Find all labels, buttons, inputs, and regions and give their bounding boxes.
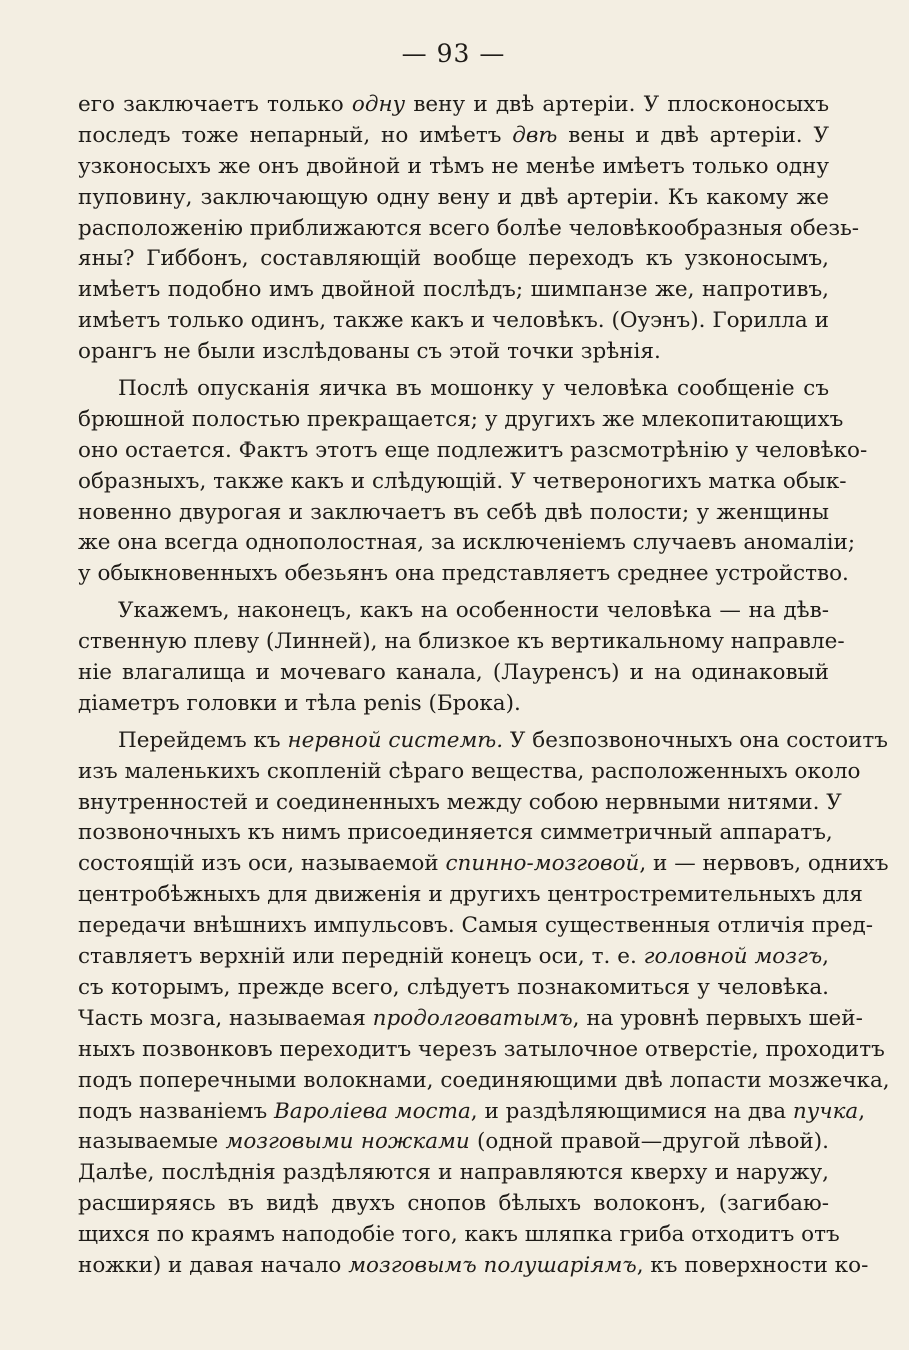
text-line: Послѣ опусканія яичка въ мошонку у человѣка сообщеніе съ xyxy=(118,376,829,402)
text-line: изъ маленькихъ скопленій сѣраго вещества, расположенныхъ около xyxy=(78,758,861,784)
text-line: діаметръ головки и тѣла penis (Брока). xyxy=(78,690,521,716)
text-line: подъ поперечными волокнами, соединяющими двѣ лопасти мозжечка, xyxy=(78,1067,890,1093)
paragraph xyxy=(78,726,890,1282)
text-line: имѣетъ подобно имъ двойной послѣдъ; шимпанзе же, напротивъ, xyxy=(78,277,829,303)
italic-term: нервной системѣ. xyxy=(287,727,504,753)
text-line: ніе влагалища и мочеваго канала, (Лауренсъ) и на одинаковый xyxy=(78,660,829,686)
text-line: Перейдемъ къ нервной системѣ. У безпозвоночныхъ она состоитъ xyxy=(118,727,888,753)
italic-term: пучка xyxy=(792,1098,859,1124)
text-line: щихся по краямъ наподобіе того, какъ шляпка гриба отходитъ отъ xyxy=(78,1222,840,1248)
paragraph xyxy=(78,374,868,590)
text-line: оно остается. Фактъ этотъ еще подлежитъ разсмотрѣнію у человѣко- xyxy=(78,437,868,463)
text-line: его заключаетъ только одну вену и двѣ артеріи. У плосконосыхъ xyxy=(78,92,829,117)
text-line: подъ названіемъ Вароліева моста, и раздѣляющимися на два пучка, xyxy=(78,1098,866,1124)
paragraph xyxy=(78,90,860,368)
italic-term: двѣ xyxy=(512,122,558,148)
text-line: пуповину, заключающую одну вену и двѣ артеріи. Къ какому же xyxy=(78,184,829,210)
text-line: орангъ не были изслѣдованы съ этой точки зрѣнія. xyxy=(78,339,661,365)
text-line: же она всегда однополостная, за исключеніемъ случаевъ аномаліи; xyxy=(78,530,856,556)
text-line: у обыкновенныхъ обезьянъ она представляетъ среднее устройство. xyxy=(78,561,849,587)
text-line: съ которымъ, прежде всего, слѣдуетъ познакомиться у человѣка. xyxy=(78,974,829,1000)
text-line: последъ тоже непарный, но имѣетъ двѣ вены и двѣ артеріи. У xyxy=(78,122,829,148)
text-line: новенно двурогая и заключаетъ въ себѣ двѣ полости; у женщины xyxy=(78,499,829,525)
italic-term: продолговатымъ xyxy=(372,1005,573,1031)
text-line: расположенію приближаются всего болѣе человѣкообразныя обезь- xyxy=(78,215,860,241)
text-line: внутренностей и соединенныхъ между собою нервными нитями. У xyxy=(78,789,842,815)
italic-term: спинно-мозговой xyxy=(445,851,640,877)
text-line: Далѣе, послѣднія раздѣляются и направляются кверху и наружу, xyxy=(78,1160,829,1186)
italic-term: головной мозгъ xyxy=(643,944,823,970)
text-line: ныхъ позвонковъ переходитъ черезъ затылочное отверстіе, проходитъ xyxy=(78,1036,885,1062)
italic-term: мозговымъ полушаріямъ xyxy=(348,1252,637,1278)
text-line: называемые мозговыми ножками (одной правой—другой лѣвой). xyxy=(78,1129,829,1155)
text-line: образныхъ, также какъ и слѣдующій. У четвероногихъ матка обык- xyxy=(78,468,847,494)
text-line: Часть мозга, называемая продолговатымъ, на уровнѣ первыхъ шей- xyxy=(78,1005,863,1031)
italic-term: одну xyxy=(351,92,406,117)
text-line: яны? Гиббонъ, составляющій вообще переходъ къ узконосымъ, xyxy=(78,246,829,272)
text-line: ножки) и давая начало мозговымъ полушаріямъ, къ поверхности ко- xyxy=(78,1252,869,1278)
paragraph xyxy=(78,596,845,720)
text-line: передачи внѣшнихъ импульсовъ. Самыя существенныя отличія пред- xyxy=(78,913,873,939)
text-line: расширяясь въ видѣ двухъ снопов бѣлыхъ волоконъ, (загибаю- xyxy=(78,1191,829,1217)
text-line: позвоночныхъ къ нимъ присоединяется симметричный аппаратъ, xyxy=(78,820,833,846)
italic-term: мозговыми ножками xyxy=(225,1129,470,1155)
body-text xyxy=(78,90,890,1282)
text-line: ставляетъ верхній или передній конецъ оси, т. е. головной мозгъ, xyxy=(78,944,829,970)
text-line: центробѣжныхъ для движенія и другихъ центростремительныхъ для xyxy=(78,882,863,908)
text-line: ственную плеву (Линней), на близкое къ вертикальному направле- xyxy=(78,629,845,655)
text-line: имѣетъ только одинъ, также какъ и человѣкъ. (Оуэнъ). Горилла и xyxy=(78,308,829,334)
text-line: состоящій изъ оси, называемой спинно-мозговой, и — нервовъ, однихъ xyxy=(78,851,889,877)
page-number: — 93 — xyxy=(401,39,506,68)
text-line: брюшной полостью прекращается; у другихъ же млекопитающихъ xyxy=(78,406,844,432)
italic-term: Вароліева моста xyxy=(274,1098,471,1124)
text-line: узконосыхъ же онъ двойной и тѣмъ не менѣе имѣетъ только одну xyxy=(78,153,829,179)
text-line: Укажемъ, наконецъ, какъ на особенности человѣка — на дѣв- xyxy=(118,598,829,624)
